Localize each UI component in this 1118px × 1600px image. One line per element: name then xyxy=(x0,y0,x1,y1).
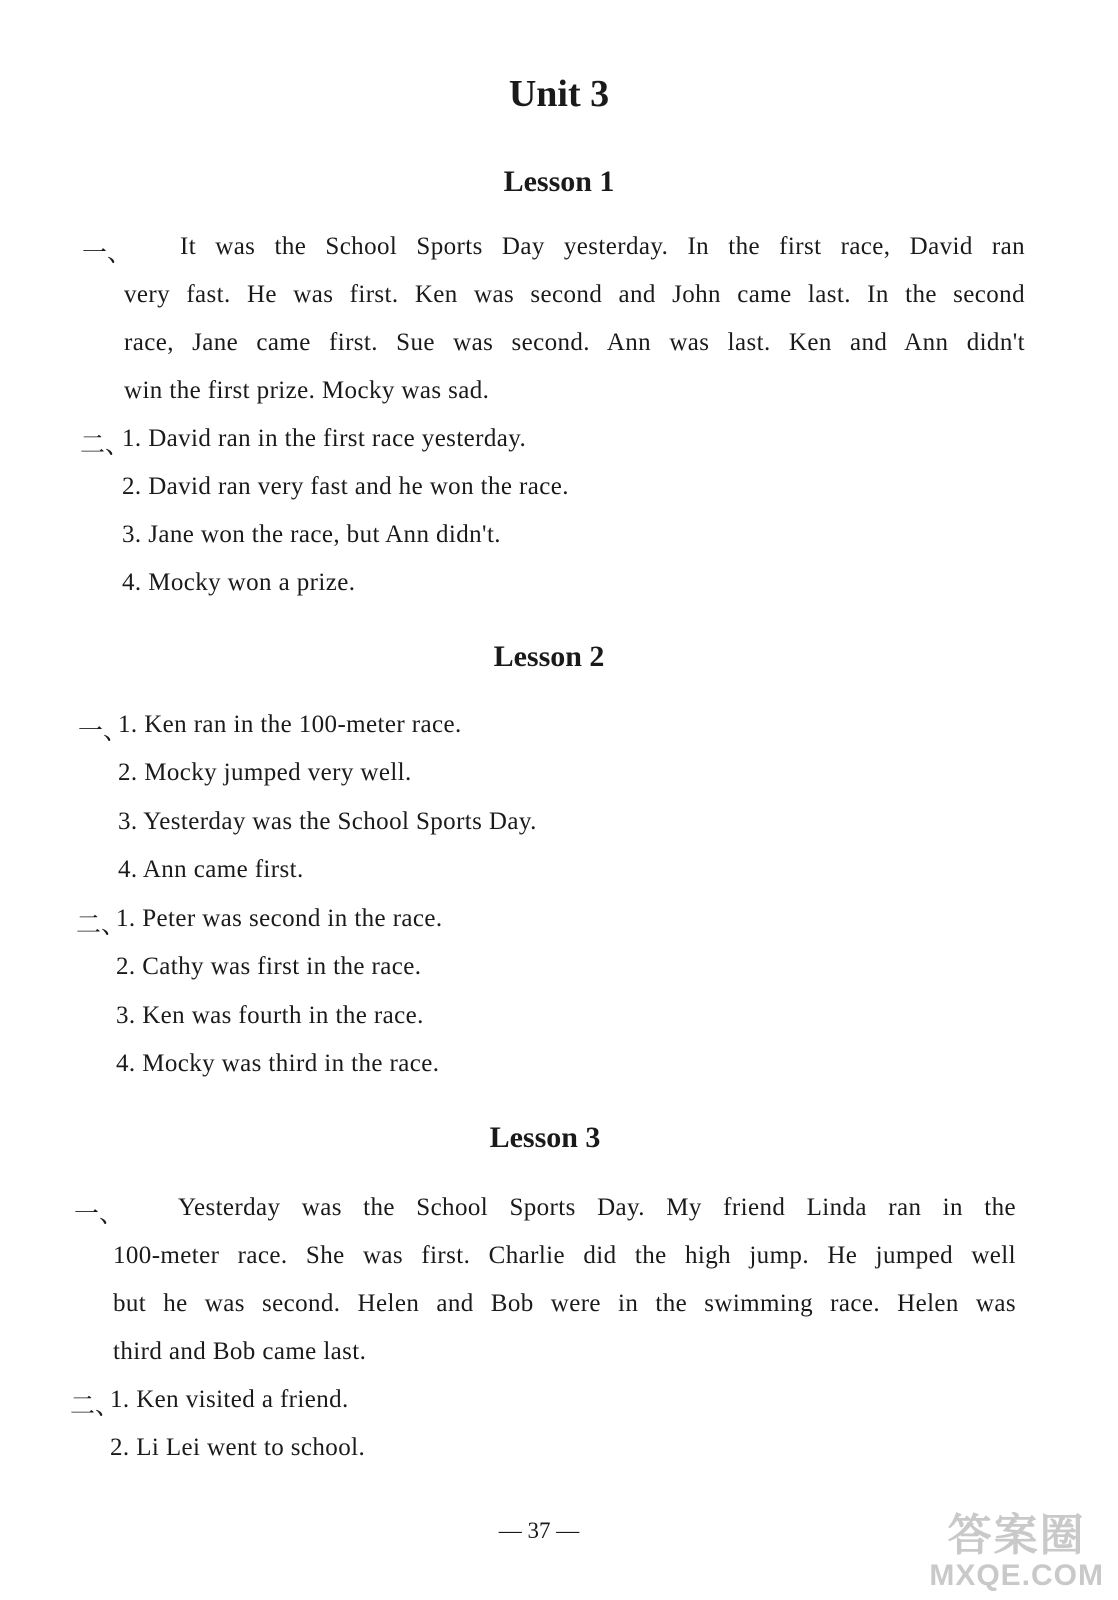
lesson-1-passage-line: win the first prize. Mocky was sad. xyxy=(124,377,490,404)
lesson-3-passage-line: third and Bob came last. xyxy=(113,1338,367,1365)
lesson-1-answer-item: 4. Mocky won a prize. xyxy=(122,569,356,596)
lesson-3-passage-line: 100-meter race. She was first. Charlie did the high jump. He jumped well xyxy=(113,1242,1016,1269)
watermark-title: 答案圈 xyxy=(947,1511,1086,1560)
lesson-2-part-1-marker: 一、 xyxy=(78,716,129,745)
lesson-3-passage-line: but he was second. Helen and Bob were in the swimming race. Helen was xyxy=(113,1290,1016,1317)
lesson-1-part-2-marker: 二、 xyxy=(80,430,131,459)
lesson-3-title: Lesson 3 xyxy=(489,1121,601,1154)
lesson-1-answer-item: 3. Jane won the race, but Ann didn't. xyxy=(122,521,501,548)
lesson-2-part-2-marker: 二、 xyxy=(76,910,127,939)
lesson-3-passage-line: Yesterday was the School Sports Day. My friend Linda ran in the xyxy=(178,1194,1016,1221)
lesson-3-part-1-marker: 一、 xyxy=(74,1199,125,1228)
lesson-1-passage-line: very fast. He was first. Ken was second and John came last. In the second xyxy=(124,281,1025,308)
lesson-2-answer-item: 3. Ken was fourth in the race. xyxy=(116,1002,424,1029)
lesson-1-part-1-marker: 一、 xyxy=(82,238,133,267)
lesson-1-passage-line: race, Jane came first. Sue was second. Ann was last. Ken and Ann didn't xyxy=(124,329,1025,356)
lesson-2-answer-item: 4. Ann came first. xyxy=(118,856,304,883)
lesson-2-answer-item: 1. Ken ran in the 100-meter race. xyxy=(118,711,462,738)
lesson-2-title: Lesson 2 xyxy=(493,640,605,673)
watermark-url: MXQE.COM xyxy=(929,1559,1104,1592)
lesson-3-answer-item: 2. Li Lei went to school. xyxy=(110,1434,366,1461)
lesson-1-answer-item: 1. David ran in the first race yesterday. xyxy=(122,425,527,452)
lesson-3-part-2-marker: 二、 xyxy=(70,1391,121,1420)
lesson-2-answer-item: 4. Mocky was third in the race. xyxy=(116,1050,440,1077)
unit-title: Unit 3 xyxy=(508,73,610,115)
lesson-1-answer-item: 2. David ran very fast and he won the race. xyxy=(122,473,569,500)
lesson-2-answer-item: 3. Yesterday was the School Sports Day. xyxy=(118,808,537,835)
lesson-3-answer-item: 1. Ken visited a friend. xyxy=(110,1386,349,1413)
lesson-1-passage-line: It was the School Sports Day yesterday. In the first race, David ran xyxy=(180,233,1025,260)
lesson-2-answer-item: 2. Mocky jumped very well. xyxy=(118,759,412,786)
lesson-2-answer-item: 1. Peter was second in the race. xyxy=(116,905,443,932)
lesson-2-answer-item: 2. Cathy was first in the race. xyxy=(116,953,422,980)
watermark-logo xyxy=(929,1512,1104,1592)
lesson-1-title: Lesson 1 xyxy=(503,165,615,198)
page-number: — 37 — xyxy=(498,1518,580,1543)
